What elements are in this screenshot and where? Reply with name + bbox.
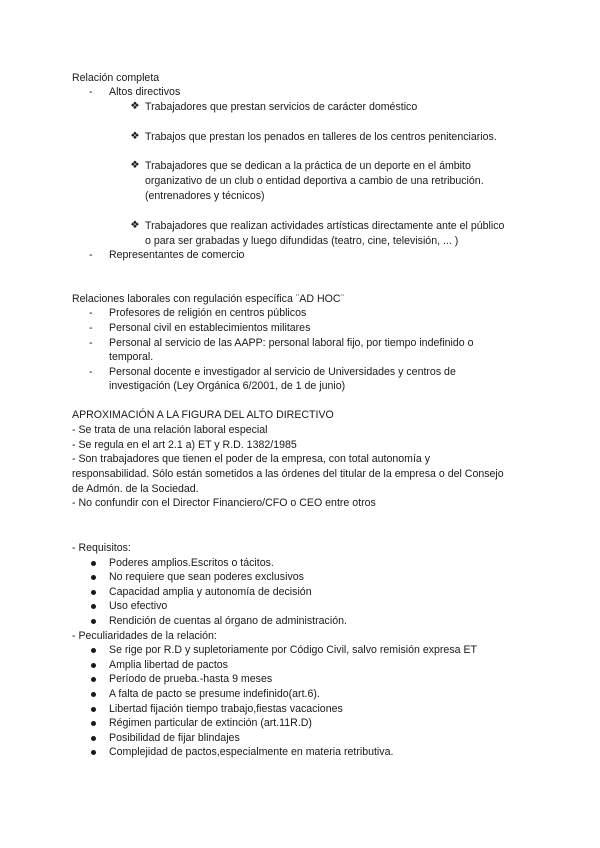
filled-circle-icon bbox=[91, 663, 96, 668]
filled-circle-icon bbox=[91, 707, 96, 712]
sub-list-item-continued: (entrenadores y técnicos) bbox=[145, 190, 265, 202]
bullet-item: Período de prueba.-hasta 9 meses bbox=[109, 673, 273, 685]
sub-list-item-continued: o para ser grabadas y luego difundidas (teatro, cine, televisión, ... ) bbox=[145, 235, 459, 247]
bullet-item: A falta de pacto se presume indefinido(art.6). bbox=[109, 688, 320, 700]
filled-circle-icon bbox=[91, 721, 96, 726]
bullet-item: No requiere que sean poderes exclusivos bbox=[109, 571, 304, 583]
diamond-star-icon: ❖ bbox=[130, 219, 140, 231]
peculiaridades-heading: - Peculiaridades de la relación: bbox=[72, 630, 217, 642]
list-item: - Personal docente e investigador al servicio de Universidades y centros de bbox=[109, 365, 456, 379]
filled-circle-icon bbox=[91, 677, 96, 682]
bullet-item: Rendición de cuentas al órgano de administración. bbox=[109, 615, 347, 627]
section-heading-relacion-completa: Relación completa bbox=[72, 72, 160, 84]
list-item: - Profesores de religión en centros públicos bbox=[109, 306, 306, 320]
sub-list-item: Trabajadores que realizan actividades artísticas directamente ante el público bbox=[145, 220, 505, 232]
paragraph-line: - Son trabajadores que tienen el poder de la empresa, con total autonomía y bbox=[72, 453, 431, 465]
requisitos-heading: - Requisitos: bbox=[72, 542, 131, 554]
bullet-item: Poderes amplios.Escritos o tácitos. bbox=[109, 557, 274, 569]
filled-circle-icon bbox=[91, 736, 96, 741]
sub-list-item: Trabajadores que se dedican a la práctica de un deporte en el ámbito bbox=[145, 160, 471, 172]
list-item-altos-directivos: - Altos directivos bbox=[109, 85, 180, 99]
bullet-item: Complejidad de pactos,especialmente en materia retributiva. bbox=[109, 746, 394, 758]
paragraph-line: responsabilidad. Sólo están sometidos a las órdenes del titular de la empresa o del Consejo bbox=[72, 468, 504, 480]
filled-circle-icon bbox=[91, 590, 96, 595]
paragraph-line: de Admón. de la Sociedad. bbox=[72, 483, 199, 495]
bullet-item: Capacidad amplia y autonomía de decisión bbox=[109, 586, 312, 598]
bullet-item: Se rige por R.D y supletoriamente por Código Civil, salvo remisión expresa ET bbox=[109, 644, 477, 656]
sub-list-item: Trabajos que prestan los penados en talleres de los centros penitenciarios. bbox=[145, 131, 497, 143]
filled-circle-icon bbox=[91, 648, 96, 653]
bullet-item: Amplia libertad de pactos bbox=[109, 659, 228, 671]
diamond-star-icon: ❖ bbox=[130, 100, 140, 112]
bullet-item: Libertad fijación tiempo trabajo,fiestas vacaciones bbox=[109, 703, 343, 715]
filled-circle-icon bbox=[91, 561, 96, 566]
bullet-item: Uso efectivo bbox=[109, 600, 168, 612]
diamond-star-icon: ❖ bbox=[130, 130, 140, 142]
sub-list-item-continued: organizativo de un club o entidad deportiva a cambio de una retribución. bbox=[145, 175, 484, 187]
paragraph-line: - Se regula en el art 2.1 a) ET y R.D. 1382/1985 bbox=[72, 439, 297, 451]
bullet-item: Régimen particular de extinción (art.11R.D) bbox=[109, 717, 312, 729]
filled-circle-icon bbox=[91, 575, 96, 580]
bullet-item: Posibilidad de fijar blindajes bbox=[109, 732, 240, 744]
section-heading-alto-directivo: APROXIMACIÓN A LA FIGURA DEL ALTO DIRECTIVO bbox=[72, 409, 334, 421]
diamond-star-icon: ❖ bbox=[130, 159, 140, 171]
filled-circle-icon bbox=[91, 604, 96, 609]
filled-circle-icon bbox=[91, 619, 96, 624]
list-item-representantes: - Representantes de comercio bbox=[109, 248, 244, 262]
list-item-continued: temporal. bbox=[109, 351, 154, 363]
section-heading-ad-hoc: Relaciones laborales con regulación específica ¨AD HOC¨ bbox=[72, 293, 345, 305]
paragraph-line: - No confundir con el Director Financiero/CFO o CEO entre otros bbox=[72, 497, 376, 509]
list-item: - Personal civil en establecimientos militares bbox=[109, 321, 310, 335]
sub-list-item: Trabajadores que prestan servicios de carácter doméstico bbox=[145, 101, 418, 113]
list-item: - Personal al servicio de las AAPP: personal laboral fijo, por tiempo indefinido o bbox=[109, 336, 474, 350]
paragraph-line: - Se trata de una relación laboral especial bbox=[72, 424, 268, 436]
filled-circle-icon bbox=[91, 750, 96, 755]
list-item-continued: investigación (Ley Orgánica 6/2001, de 1 de junio) bbox=[109, 380, 346, 392]
filled-circle-icon bbox=[91, 692, 96, 697]
